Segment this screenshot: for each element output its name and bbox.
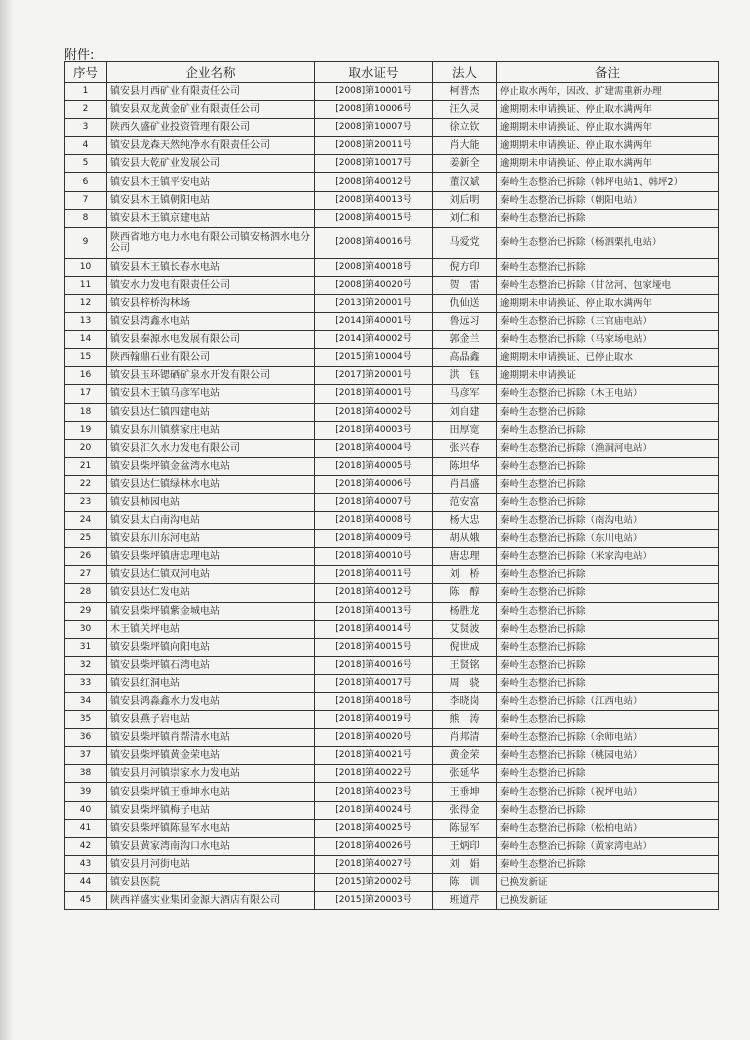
row-person: 马爱党 <box>433 227 497 258</box>
table-row <box>65 385 719 403</box>
row-license: [2018]第40027号 <box>315 855 433 873</box>
row-license: [2018]第40022号 <box>315 765 433 783</box>
row-remark: 秦岭生态整治已拆除（三官庙电站） <box>497 313 719 331</box>
row-remark: 停止取水两年，因改、扩建需重新办理 <box>497 83 719 101</box>
row-no: 21 <box>65 457 107 475</box>
row-remark: 秦岭生态整治已拆除 <box>497 656 719 674</box>
table-row <box>65 173 719 191</box>
row-person: 董汉斌 <box>433 173 497 191</box>
row-remark: 秦岭生态整治已拆除 <box>497 584 719 602</box>
header-person: 法人 <box>433 62 497 83</box>
row-no: 26 <box>65 548 107 566</box>
row-person: 刘 娟 <box>433 855 497 873</box>
row-person: 刘仁和 <box>433 209 497 227</box>
table-row <box>65 512 719 530</box>
row-remark: 秦岭生态整治已拆除（韩坪电站1、韩坪2） <box>497 173 719 191</box>
row-company: 木王镇关坪电站 <box>107 620 315 638</box>
row-remark: 秦岭生态整治已拆除 <box>497 765 719 783</box>
row-person: 洪 钰 <box>433 367 497 385</box>
row-license: [2013]第20001号 <box>315 294 433 312</box>
row-remark: 秦岭生态整治已拆除 <box>497 801 719 819</box>
row-license: [2018]第40026号 <box>315 837 433 855</box>
table-row <box>65 227 719 258</box>
row-license: [2018]第40004号 <box>315 439 433 457</box>
row-remark: 秦岭生态整治已拆除 <box>497 475 719 493</box>
row-no: 25 <box>65 530 107 548</box>
row-license: [2008]第40015号 <box>315 209 433 227</box>
row-remark: 秦岭生态整治已拆除 <box>497 403 719 421</box>
row-no: 9 <box>65 227 107 258</box>
row-company: 镇安水力发电有限责任公司 <box>107 276 315 294</box>
row-license: [2018]第40021号 <box>315 747 433 765</box>
table-header-row <box>65 62 719 83</box>
row-company: 陕西省地方电力水电有限公司镇安杨泗水电分公司 <box>107 227 315 258</box>
row-company: 镇安县东川东河电站 <box>107 530 315 548</box>
row-license: [2008]第20011号 <box>315 137 433 155</box>
row-remark: 逾期期未申请换证 <box>497 367 719 385</box>
header-remark: 备注 <box>497 62 719 83</box>
row-person: 张延华 <box>433 765 497 783</box>
row-no: 31 <box>65 638 107 656</box>
row-license: [2018]第40008号 <box>315 512 433 530</box>
row-person: 熊 涛 <box>433 711 497 729</box>
row-remark: 秦岭生态整治已拆除 <box>497 711 719 729</box>
table-row <box>65 783 719 801</box>
row-company: 镇安县东川镇蔡家庄电站 <box>107 421 315 439</box>
row-person: 陈 醇 <box>433 584 497 602</box>
page-binding-shadow <box>0 0 14 1040</box>
row-license: [2018]第40003号 <box>315 421 433 439</box>
row-license: [2018]第40002号 <box>315 403 433 421</box>
row-no: 44 <box>65 873 107 891</box>
table-row <box>65 155 719 173</box>
table-row <box>65 674 719 692</box>
row-no: 30 <box>65 620 107 638</box>
row-company: 镇安县柴坪镇唐忠理电站 <box>107 548 315 566</box>
row-company: 镇安县汇久水力发电有限公司 <box>107 439 315 457</box>
row-person: 肖邦清 <box>433 729 497 747</box>
row-no: 45 <box>65 892 107 910</box>
row-company: 镇安县湾鑫水电站 <box>107 313 315 331</box>
row-no: 42 <box>65 837 107 855</box>
table-row <box>65 765 719 783</box>
row-no: 11 <box>65 276 107 294</box>
table-row <box>65 855 719 873</box>
row-person: 鲁远习 <box>433 313 497 331</box>
row-company: 镇安县秦源水电发展有限公司 <box>107 331 315 349</box>
header-no: 序号 <box>65 62 107 83</box>
row-person: 张兴春 <box>433 439 497 457</box>
row-remark: 秦岭生态整治已拆除（江西电站） <box>497 693 719 711</box>
row-remark: 秦岭生态整治已拆除 <box>497 674 719 692</box>
row-no: 37 <box>65 747 107 765</box>
row-no: 18 <box>65 403 107 421</box>
table-row <box>65 439 719 457</box>
row-person: 贺 雷 <box>433 276 497 294</box>
row-remark: 逾期期未申请换证、停止取水满两年 <box>497 294 719 312</box>
row-no: 5 <box>65 155 107 173</box>
row-person: 柯普杰 <box>433 83 497 101</box>
row-remark: 秦岭生态整治已拆除 <box>497 457 719 475</box>
row-company: 镇安县木王镇平安电站 <box>107 173 315 191</box>
row-license: [2018]第40011号 <box>315 566 433 584</box>
row-remark: 秦岭生态整治已拆除（木王电站） <box>497 385 719 403</box>
row-company: 镇安县黄家湾南沟口水电站 <box>107 837 315 855</box>
row-license: [2008]第40018号 <box>315 258 433 276</box>
row-remark: 秦岭生态整治已拆除（东川电站） <box>497 530 719 548</box>
row-license: [2017]第20001号 <box>315 367 433 385</box>
row-company: 镇安县木王镇京建电站 <box>107 209 315 227</box>
row-company: 镇安县鸿淼鑫水力发电站 <box>107 693 315 711</box>
row-remark: 秦岭生态整治已拆除（祝坪电站） <box>497 783 719 801</box>
row-person: 黄金荣 <box>433 747 497 765</box>
row-remark: 秦岭生态整治已拆除 <box>497 855 719 873</box>
row-no: 22 <box>65 475 107 493</box>
row-remark: 已换发新证 <box>497 873 719 891</box>
row-no: 39 <box>65 783 107 801</box>
table-row <box>65 747 719 765</box>
row-company: 镇安县月河街电站 <box>107 855 315 873</box>
row-remark: 秦岭生态整治已拆除（南沟电站） <box>497 512 719 530</box>
row-company: 镇安县达仁镇双河电站 <box>107 566 315 584</box>
row-remark: 秦岭生态整治已拆除 <box>497 258 719 276</box>
row-remark: 秦岭生态整治已拆除 <box>497 493 719 511</box>
row-person: 田厚宽 <box>433 421 497 439</box>
row-person: 陈 训 <box>433 873 497 891</box>
table-row <box>65 137 719 155</box>
row-license: [2008]第40013号 <box>315 191 433 209</box>
row-company: 镇安县柴坪镇肖帮清水电站 <box>107 729 315 747</box>
row-no: 32 <box>65 656 107 674</box>
row-license: [2008]第10007号 <box>315 119 433 137</box>
row-no: 38 <box>65 765 107 783</box>
row-company: 镇安县大乾矿业发展公司 <box>107 155 315 173</box>
row-company: 镇安县柿园电站 <box>107 493 315 511</box>
row-company: 镇安县木王镇长春水电站 <box>107 258 315 276</box>
row-person: 张得金 <box>433 801 497 819</box>
row-no: 33 <box>65 674 107 692</box>
row-person: 陈显军 <box>433 819 497 837</box>
table-row <box>65 892 719 910</box>
row-person: 马彦军 <box>433 385 497 403</box>
row-remark: 秦岭生态整治已拆除 <box>497 209 719 227</box>
row-company: 镇安县柴坪镇黄金荣电站 <box>107 747 315 765</box>
table-row <box>65 602 719 620</box>
table-row <box>65 566 719 584</box>
row-company: 镇安县柴坪镇石湾电站 <box>107 656 315 674</box>
row-company: 陕西祥盛实业集团金源大酒店有限公司 <box>107 892 315 910</box>
row-person: 李晓岗 <box>433 693 497 711</box>
row-remark: 秦岭生态整治已拆除 <box>497 602 719 620</box>
row-license: [2018]第40025号 <box>315 819 433 837</box>
row-license: [2018]第40015号 <box>315 638 433 656</box>
row-license: [2018]第40017号 <box>315 674 433 692</box>
row-license: [2008]第40016号 <box>315 227 433 258</box>
row-license: [2015]第20002号 <box>315 873 433 891</box>
row-person: 艾贤波 <box>433 620 497 638</box>
row-license: [2018]第40007号 <box>315 493 433 511</box>
row-license: [2008]第40012号 <box>315 173 433 191</box>
table-row <box>65 191 719 209</box>
row-license: [2008]第10017号 <box>315 155 433 173</box>
table-row <box>65 873 719 891</box>
row-person: 刘后明 <box>433 191 497 209</box>
row-no: 34 <box>65 693 107 711</box>
row-person: 汪久灵 <box>433 101 497 119</box>
row-person: 杨大忠 <box>433 512 497 530</box>
table-row <box>65 801 719 819</box>
row-company: 镇安县月河镇崇家水力发电站 <box>107 765 315 783</box>
row-remark: 秦岭生态整治已拆除（黄家湾电站） <box>497 837 719 855</box>
row-no: 36 <box>65 729 107 747</box>
row-no: 41 <box>65 819 107 837</box>
table-row <box>65 819 719 837</box>
row-person: 肖大能 <box>433 137 497 155</box>
table-row <box>65 421 719 439</box>
row-remark: 秦岭生态整治已拆除 <box>497 620 719 638</box>
row-remark: 已换发新证 <box>497 892 719 910</box>
row-person: 班道芹 <box>433 892 497 910</box>
row-no: 8 <box>65 209 107 227</box>
row-no: 15 <box>65 349 107 367</box>
table-row <box>65 209 719 227</box>
table-row <box>65 276 719 294</box>
row-remark: 秦岭生态整治已拆除（马家场电站） <box>497 331 719 349</box>
header-company: 企业名称 <box>107 62 315 83</box>
row-no: 2 <box>65 101 107 119</box>
row-license: [2018]第40005号 <box>315 457 433 475</box>
water-license-table <box>64 61 719 910</box>
row-person: 陈坦华 <box>433 457 497 475</box>
row-person: 倪方印 <box>433 258 497 276</box>
table-row <box>65 548 719 566</box>
row-company: 陕西翰鼎石业有限公司 <box>107 349 315 367</box>
row-no: 4 <box>65 137 107 155</box>
table-row <box>65 493 719 511</box>
annex-label: 附件: <box>64 48 95 63</box>
row-license: [2018]第40019号 <box>315 711 433 729</box>
table-row <box>65 584 719 602</box>
row-no: 24 <box>65 512 107 530</box>
row-person: 郭金兰 <box>433 331 497 349</box>
row-remark: 逾期期未申请换证、停止取水满两年 <box>497 101 719 119</box>
row-no: 3 <box>65 119 107 137</box>
row-company: 镇安县医院 <box>107 873 315 891</box>
row-person: 刘自建 <box>433 403 497 421</box>
row-no: 27 <box>65 566 107 584</box>
row-remark: 秦岭生态整治已拆除（桃园电站） <box>497 747 719 765</box>
row-company: 镇安县梓桥沟林场 <box>107 294 315 312</box>
table-row <box>65 693 719 711</box>
row-company: 镇安县柴坪镇陈显军水电站 <box>107 819 315 837</box>
row-company: 镇安县柴坪镇金盆湾水电站 <box>107 457 315 475</box>
row-company: 镇安县达仁镇四建电站 <box>107 403 315 421</box>
row-license: [2018]第40009号 <box>315 530 433 548</box>
row-person: 唐忠理 <box>433 548 497 566</box>
row-no: 20 <box>65 439 107 457</box>
row-remark: 秦岭生态整治已拆除（杨泗栗扎电站） <box>497 227 719 258</box>
row-license: [2018]第40016号 <box>315 656 433 674</box>
row-no: 43 <box>65 855 107 873</box>
row-no: 35 <box>65 711 107 729</box>
row-person: 仇仙送 <box>433 294 497 312</box>
row-no: 17 <box>65 385 107 403</box>
row-remark: 秦岭生态整治已拆除（朝阳电站） <box>497 191 719 209</box>
row-no: 19 <box>65 421 107 439</box>
row-company: 镇安县月西矿业有限责任公司 <box>107 83 315 101</box>
row-person: 杨胜龙 <box>433 602 497 620</box>
row-no: 12 <box>65 294 107 312</box>
row-company: 镇安县玉环锶硒矿泉水开发有限公司 <box>107 367 315 385</box>
header-license: 取水证号 <box>315 62 433 83</box>
row-company: 镇安县双龙黄金矿业有限责任公司 <box>107 101 315 119</box>
row-company: 镇安县达仁发电站 <box>107 584 315 602</box>
row-company: 镇安县柴坪镇王垂坤水电站 <box>107 783 315 801</box>
row-license: [2008]第10006号 <box>315 101 433 119</box>
table-row <box>65 258 719 276</box>
row-no: 6 <box>65 173 107 191</box>
table-row <box>65 101 719 119</box>
row-no: 13 <box>65 313 107 331</box>
table-row <box>65 294 719 312</box>
table-row <box>65 349 719 367</box>
row-license: [2018]第40010号 <box>315 548 433 566</box>
table-row <box>65 403 719 421</box>
table-row <box>65 457 719 475</box>
table-row <box>65 729 719 747</box>
row-person: 胡从娥 <box>433 530 497 548</box>
row-license: [2018]第40001号 <box>315 385 433 403</box>
table-row <box>65 313 719 331</box>
row-remark: 秦岭生态整治已拆除 <box>497 566 719 584</box>
row-license: [2018]第40012号 <box>315 584 433 602</box>
row-person: 徐立钦 <box>433 119 497 137</box>
row-remark: 秦岭生态整治已拆除 <box>497 638 719 656</box>
row-person: 倪世成 <box>433 638 497 656</box>
row-no: 40 <box>65 801 107 819</box>
row-no: 14 <box>65 331 107 349</box>
row-company: 镇安县龙森天然纯净水有限责任公司 <box>107 137 315 155</box>
row-company: 镇安县木王镇马彦军电站 <box>107 385 315 403</box>
row-no: 28 <box>65 584 107 602</box>
row-license: [2008]第40020号 <box>315 276 433 294</box>
row-no: 10 <box>65 258 107 276</box>
row-remark: 逾期期未申请换证、停止取水满两年 <box>497 137 719 155</box>
table-row <box>65 711 719 729</box>
row-person: 高晶鑫 <box>433 349 497 367</box>
table-row <box>65 638 719 656</box>
row-company: 镇安县达仁镇绿林水电站 <box>107 475 315 493</box>
row-company: 镇安县红洞电站 <box>107 674 315 692</box>
row-person: 周 骁 <box>433 674 497 692</box>
row-license: [2014]第40001号 <box>315 313 433 331</box>
table-row <box>65 83 719 101</box>
table-row <box>65 475 719 493</box>
table-row <box>65 620 719 638</box>
row-no: 16 <box>65 367 107 385</box>
row-no: 1 <box>65 83 107 101</box>
table-body <box>65 83 719 910</box>
row-remark: 逾期期未申请换证、停止取水满两年 <box>497 155 719 173</box>
table-row <box>65 837 719 855</box>
table-row <box>65 530 719 548</box>
row-no: 7 <box>65 191 107 209</box>
table-row <box>65 119 719 137</box>
row-license: [2018]第40020号 <box>315 729 433 747</box>
table-row <box>65 331 719 349</box>
row-license: [2018]第40018号 <box>315 693 433 711</box>
row-remark: 秦岭生态整治已拆除（余师电站） <box>497 729 719 747</box>
row-license: [2008]第10001号 <box>315 83 433 101</box>
row-company: 镇安县柴坪镇梅子电站 <box>107 801 315 819</box>
row-person: 姜新全 <box>433 155 497 173</box>
row-license: [2014]第40002号 <box>315 331 433 349</box>
row-company: 镇安县柴坪镇紫金城电站 <box>107 602 315 620</box>
row-no: 23 <box>65 493 107 511</box>
row-license: [2018]第40013号 <box>315 602 433 620</box>
row-license: [2015]第20003号 <box>315 892 433 910</box>
row-company: 镇安县燕子岩电站 <box>107 711 315 729</box>
row-license: [2018]第40014号 <box>315 620 433 638</box>
row-remark: 秦岭生态整治已拆除（松柏电站） <box>497 819 719 837</box>
row-remark: 秦岭生态整治已拆除（甘岔河、包家垭电 <box>497 276 719 294</box>
row-company: 镇安县木王镇朝阳电站 <box>107 191 315 209</box>
row-remark: 秦岭生态整治已拆除 <box>497 421 719 439</box>
row-person: 王垂坤 <box>433 783 497 801</box>
row-company: 镇安县太白南沟电站 <box>107 512 315 530</box>
table-row <box>65 367 719 385</box>
row-person: 刘 桥 <box>433 566 497 584</box>
table-row <box>65 656 719 674</box>
row-no: 29 <box>65 602 107 620</box>
row-company: 镇安县柴坪镇向阳电站 <box>107 638 315 656</box>
row-person: 王炳印 <box>433 837 497 855</box>
row-license: [2018]第40024号 <box>315 801 433 819</box>
row-license: [2015]第10004号 <box>315 349 433 367</box>
row-person: 范安富 <box>433 493 497 511</box>
row-person: 肖昌盛 <box>433 475 497 493</box>
row-person: 王贤铭 <box>433 656 497 674</box>
row-remark: 秦岭生态整治已拆除（米家沟电站） <box>497 548 719 566</box>
row-license: [2018]第40023号 <box>315 783 433 801</box>
row-remark: 逾期期未申请换证、停止取水满两年 <box>497 119 719 137</box>
row-license: [2018]第40006号 <box>315 475 433 493</box>
row-remark: 秦岭生态整治已拆除（渔洞河电站） <box>497 439 719 457</box>
row-remark: 逾期期未申请换证、已停止取水 <box>497 349 719 367</box>
row-company: 陕西久盛矿业投资管理有限公司 <box>107 119 315 137</box>
